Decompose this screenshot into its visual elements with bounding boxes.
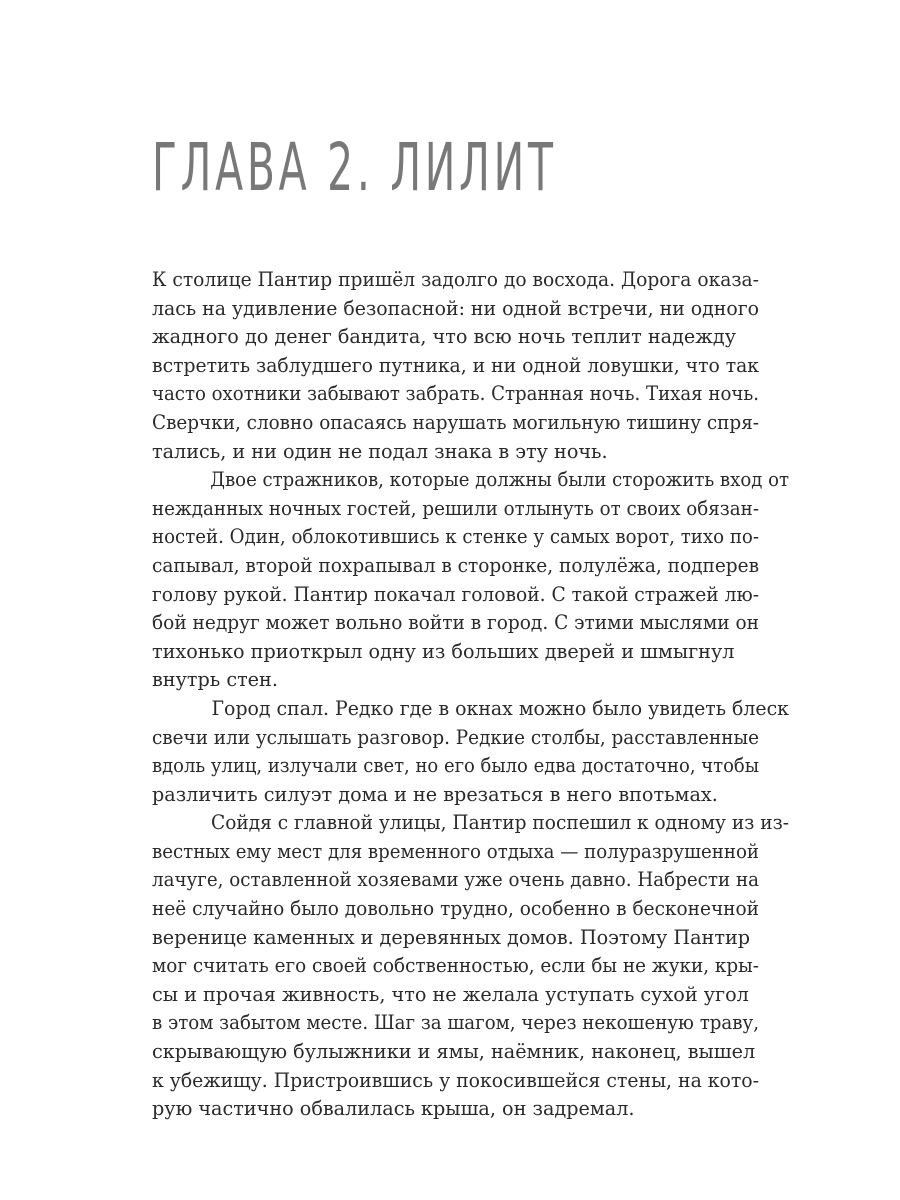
text-line: вестных ему мест для временного отдыха — полуразрушенной bbox=[152, 839, 759, 863]
text-line: нежданных ночных гостей, решили отлынуть от своих обязан- bbox=[152, 496, 759, 520]
text-line: рую частично обвалилась крыша, он задремал. bbox=[152, 1097, 635, 1121]
chapter-body bbox=[152, 266, 790, 1124]
paragraph bbox=[152, 695, 789, 809]
text-line: внутрь стен. bbox=[152, 668, 278, 692]
text-line: тихонько приоткрыл одну из больших дверей и шмыгнул bbox=[152, 639, 735, 663]
text-line: Город спал. Редко где в окнах можно было увидеть блеск bbox=[211, 696, 789, 720]
text-line: Сверчки, словно опасаясь нарушать могильную тишину спря- bbox=[152, 410, 759, 434]
text-line: К столице Пантир пришёл задолго до восхода. Дорога оказа- bbox=[152, 268, 759, 291]
text-line: лачуге, оставленной хозяевами уже очень давно. Набрести на bbox=[152, 868, 759, 892]
text-line: веренице каменных и деревянных домов. Поэтому Пантир bbox=[152, 925, 751, 949]
text-line: жадного до денег бандита, что всю ночь теплит надежду bbox=[152, 325, 736, 349]
paragraph bbox=[152, 466, 789, 695]
text-line: вдоль улиц, излучали свет, но его было едва достаточно, чтобы bbox=[152, 754, 759, 778]
text-line: мог считать его своей собственностью, если бы не жуки, кры- bbox=[152, 954, 759, 978]
text-line: встретить заблудшего путника, и ни одной ловушки, что так bbox=[152, 353, 759, 377]
paragraph bbox=[152, 809, 790, 1124]
text-line: часто охотники забывают забрать. Странная ночь. Тихая ночь. bbox=[152, 382, 759, 406]
text-line: ностей. Один, облокотившись к стенке у самых ворот, тихо по- bbox=[152, 525, 759, 549]
text-line: Двое стражников, которые должны были сторожить вход от bbox=[210, 468, 789, 492]
text-line: скрывающую булыжники и ямы, наёмник, наконец, вышел bbox=[152, 1040, 756, 1064]
text-line: лась на удивление безопасной: ни одной встречи, ни одного bbox=[152, 296, 759, 320]
text-line: к убежищу. Пристроившись у покосившейся стены, на кото- bbox=[152, 1068, 759, 1092]
paragraph bbox=[152, 266, 759, 466]
text-line: сы и прочая живность, что не желала уступать сухой угол bbox=[152, 982, 749, 1006]
text-line: в этом забытом месте. Шаг за шагом, через некошеную траву, bbox=[152, 1011, 759, 1035]
text-line: неё случайно было довольно трудно, особенно в бесконечной bbox=[152, 897, 759, 921]
text-line: свечи или услышать разговор. Редкие столбы, расставленные bbox=[152, 725, 759, 749]
text-line: Сойдя с главной улицы, Пантир поспешил к одному из из- bbox=[211, 811, 790, 835]
chapter-title: ГЛАВА 2. ЛИЛИТ bbox=[152, 129, 557, 206]
text-line: тались, и ни один не подал знака в эту ночь. bbox=[152, 439, 608, 463]
text-line: голову рукой. Пантир покачал головой. С такой стражей лю- bbox=[152, 582, 759, 606]
text-line: бой недруг может вольно войти в город. С этими мыслями он bbox=[152, 611, 759, 635]
text-line: сапывал, второй похрапывал в сторонке, полулёжа, подперев bbox=[152, 553, 759, 577]
text-line: различить силуэт дома и не врезаться в него впотьмах. bbox=[152, 782, 718, 806]
